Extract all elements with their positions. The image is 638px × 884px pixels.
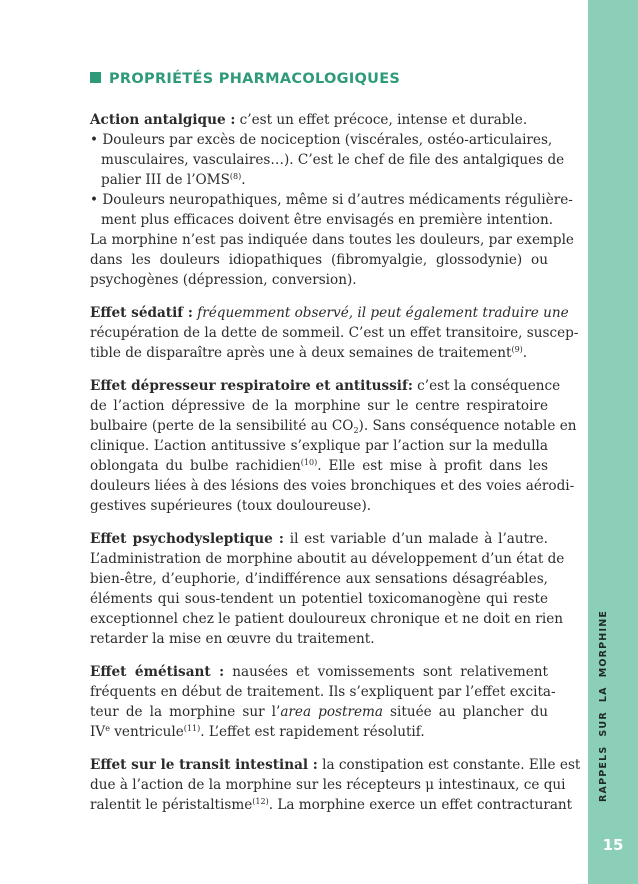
- paragraph-line: gestives supérieures (toux douloureuse).: [90, 498, 372, 514]
- text: nausées et vomissements sont relativement: [224, 664, 548, 680]
- paragraph-line: ment plus efficaces doivent être envisagés en première intention.: [101, 212, 554, 228]
- text: ralentit le péristaltisme: [90, 797, 253, 813]
- text: bulbaire (perte de la sensibilité au CO: [90, 418, 354, 434]
- paragraph-line: [90, 343, 548, 363]
- superscript: e: [105, 724, 110, 733]
- footnote-ref: (12): [252, 797, 269, 806]
- text: IV: [90, 724, 106, 740]
- footnote-ref: (8): [229, 172, 242, 181]
- text: fréquemment observé, il peut également traduire une: [192, 305, 569, 321]
- paragraph-line: [90, 755, 581, 775]
- paragraph-line: [90, 529, 548, 549]
- text: ). Sans conséquence notable en: [358, 418, 577, 434]
- paragraph-line: [101, 170, 548, 190]
- paragraph-line: musculaires, vasculaires…). C’est le chef de file des antalgiques de: [101, 152, 565, 168]
- paragraph-line: • Douleurs neuropathiques, même si d’autres médicaments régulière-: [90, 192, 573, 208]
- text: teur de la morphine sur l’: [90, 704, 281, 720]
- paragraph-title: Effet sur le transit intestinal :: [90, 757, 318, 773]
- text: la constipation est constante. Elle est: [317, 757, 581, 773]
- emphasis-text: area postrema: [280, 704, 383, 720]
- paragraph-line: douleurs liées à des lésions des voies bronchiques et des voies aérodi-: [90, 478, 575, 494]
- paragraph-title: Action antalgique :: [90, 112, 236, 128]
- paragraph-line: [90, 416, 577, 436]
- paragraph-title: Effet dépresseur respiratoire et antitussif:: [90, 378, 413, 394]
- text: . L’effet est rapidement résolutif.: [200, 724, 425, 740]
- page-number: 15: [602, 836, 624, 854]
- paragraph-line: [90, 702, 548, 722]
- paragraph-line: récupération de la dette de sommeil. C’est un effet transitoire, suscep-: [90, 325, 579, 341]
- text: tible de disparaître après une à deux semaines de traitement: [90, 345, 512, 361]
- paragraph-line: La morphine n’est pas indiquée dans toutes les douleurs, par exemple: [90, 232, 574, 248]
- sidebar-band: [588, 0, 638, 884]
- text: il est variable d’un malade à l’autre.: [283, 531, 548, 547]
- paragraph-line: [90, 303, 569, 323]
- paragraph-line: [90, 722, 548, 742]
- subscript: 2: [353, 426, 359, 435]
- paragraph-line: [90, 456, 548, 476]
- paragraph-line: dans les douleurs idiopathiques (fibromyalgie, glossodynie) ou: [90, 252, 548, 268]
- paragraph-line: clinique. L’action antitussive s’explique par l’action sur la medulla: [90, 438, 548, 454]
- paragraph-title: Effet émétisant :: [90, 664, 225, 680]
- paragraph-line: [90, 110, 548, 130]
- text: située au plancher du: [383, 704, 548, 720]
- text: ventricule: [109, 724, 184, 740]
- paragraph-line: fréquents en début de traitement. Ils s’expliquent par l’effet excita-: [90, 684, 556, 700]
- paragraph-title: Effet sédatif :: [90, 305, 193, 321]
- text: c’est la conséquence: [412, 378, 561, 394]
- paragraph-line: [90, 662, 548, 682]
- paragraph-line: psychogènes (dépression, conversion).: [90, 272, 357, 288]
- text: .: [522, 345, 528, 361]
- paragraph-line: L’administration de morphine aboutit au développement d’un état de: [90, 551, 565, 567]
- square-bullet-icon: [90, 72, 101, 83]
- text: c’est un effet précoce, intense et durable.: [235, 112, 528, 128]
- text: .: [241, 172, 246, 188]
- text: palier III de l’OMS: [101, 172, 230, 188]
- paragraph-line: due à l’action de la morphine sur les récepteurs μ intestinaux, ce qui: [90, 777, 566, 793]
- paragraph-line: [90, 376, 561, 396]
- paragraph-line: • Douleurs par excès de nociception (viscérales, ostéo-articulaires,: [90, 132, 553, 148]
- sidebar-title: RAPPELS SUR LA MORPHINE: [598, 609, 609, 802]
- text: . La morphine exerce un effet contracturant: [268, 797, 573, 813]
- footnote-ref: (9): [511, 345, 523, 354]
- paragraph-line: [90, 795, 573, 815]
- paragraph-line: éléments qui sous-tendent un potentiel toxicomanogène qui reste: [90, 591, 548, 607]
- paragraph-title: Effet psychodysleptique :: [90, 531, 284, 547]
- paragraph-line: exceptionnel chez le patient douloureux chronique et ne doit en rien: [90, 611, 564, 627]
- section-heading: [90, 71, 400, 87]
- footnote-ref: (10): [300, 458, 318, 467]
- footnote-ref: (11): [183, 724, 201, 733]
- paragraph-line: retarder la mise en œuvre du traitement.: [90, 631, 375, 647]
- text: . Elle est mise à profit dans les: [317, 458, 548, 474]
- paragraph-line: de l’action dépressive de la morphine sur le centre respiratoire: [90, 398, 548, 414]
- paragraph-line: bien-être, d’euphorie, d’indifférence aux sensations désagréables,: [90, 571, 548, 587]
- heading-text: PROPRIÉTÉS PHARMACOLOGIQUES: [109, 71, 401, 87]
- text: oblongata du bulbe rachidien: [90, 458, 301, 474]
